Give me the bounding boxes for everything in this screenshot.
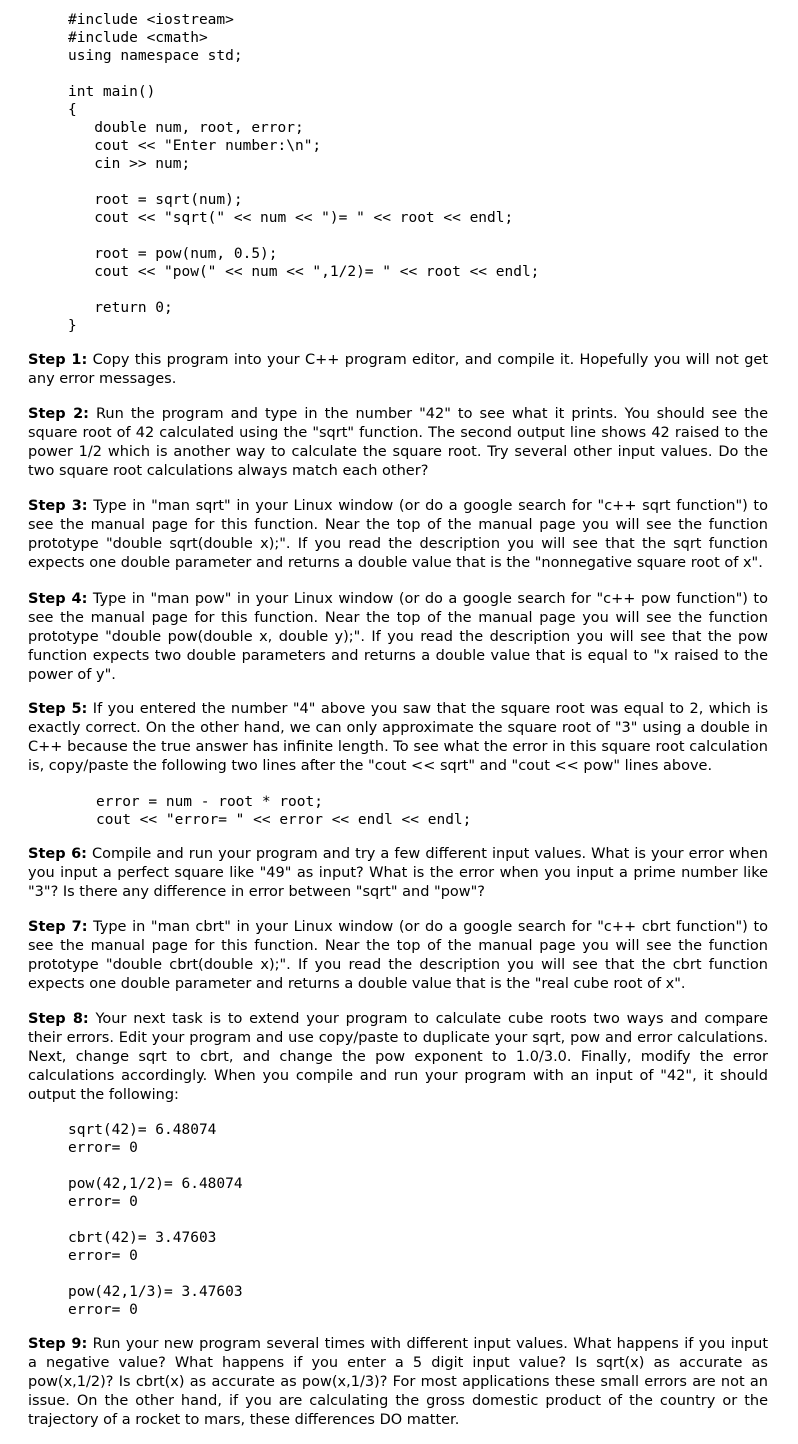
step-5-label: Step 5: — [28, 701, 88, 717]
step-6-label: Step 6: — [28, 846, 87, 862]
step-4-paragraph — [28, 590, 768, 685]
step-1-text: Copy this program into your C++ program editor, and compile it. Hopefully you will not get any error messages. — [28, 352, 769, 387]
step-1-paragraph — [28, 351, 768, 389]
step-2-text: Run the program and type in the number "42" to see what it prints. You should see the square root of 42 calculated using the "sqrt" function. The second output line shows 42 raised to the power 1/2 which is another way to calculate the square root. Try several other input values. Do the two square root calculations always match each other? — [28, 406, 768, 479]
step-7-paragraph — [28, 918, 768, 994]
step-7-text: Type in "man cbrt" in your Linux window (or do a google search for "c++ cbrt function") to see the manual page for this function. Near the top of the manual page you will see the function prototype "double cbrt(double x);". If you read the description you will see that the cbrt function expects one double parameter and returns a double value that is the "real cube root of x". — [28, 919, 768, 992]
step-2-label: Step 2: — [28, 406, 89, 422]
step-9-paragraph — [28, 1335, 768, 1430]
step-5-text: If you entered the number "4" above you saw that the square root was equal to 2, which is exactly correct. On the other hand, we can only approximate the square root of "3" using a double in C++ because the true answer has infinite length. To see what the error in this square root calculation is, copy/paste the following two lines after the "cout << sqrt" and "cout << pow" lines above. — [28, 701, 768, 774]
error-code-block: error = num - root * root; cout << "error= " << error << endl << endl; — [96, 794, 472, 828]
sample-output-block: sqrt(42)= 6.48074 error= 0 pow(42,1/2)= 6.48074 error= 0 cbrt(42)= 3.47603 error= 0 pow(42,1/3)= 3.47603 error= 0 — [68, 1122, 243, 1318]
step-3-label: Step 3: — [28, 498, 88, 514]
step-2-paragraph — [28, 405, 768, 481]
step-3-paragraph — [28, 497, 768, 573]
step-7-label: Step 7: — [28, 919, 88, 935]
step-6-text: Compile and run your program and try a few different input values. What is your error when you input a perfect square like "49" as input? What is the error when you input a prime number like "3"? Is there any difference in error between "sqrt" and "pow"? — [28, 846, 768, 900]
step-3-text: Type in "man sqrt" in your Linux window (or do a google search for "c++ sqrt function") to see the manual page for this function. Near the top of the manual page you will see the function prototype "double sqrt(double x);". If you read the description you will see that the sqrt function expects one double parameter and returns a double value that is the "nonnegative square root of x". — [28, 498, 768, 571]
step-4-label: Step 4: — [28, 591, 88, 607]
step-9-label: Step 9: — [28, 1336, 88, 1352]
step-8-text: Your next task is to extend your program to calculate cube roots two ways and compare their errors. Edit your program and use copy/paste to duplicate your sqrt, pow and error calculations. Next, change sqrt to cbrt, and change the pow exponent to 1.0/3.0. Finally, modify the error calculations accordingly. When you compile and run your program with an input of "42", it should output the following: — [28, 1011, 768, 1103]
step-4-text: Type in "man pow" in your Linux window (or do a google search for "c++ pow function") to see the manual page for this function. Near the top of the manual page you will see the function prototype "double pow(double x, double y);". If you read the description you will see that the pow function expects two double parameters and returns a double value that is equal to "x raised to the power of y". — [28, 591, 768, 683]
step-8-paragraph — [28, 1010, 768, 1105]
step-6-paragraph — [28, 845, 768, 902]
step-1-label: Step 1: — [28, 352, 88, 368]
step-8-label: Step 8: — [28, 1011, 89, 1027]
step-5-paragraph — [28, 700, 768, 776]
step-9-text: Run your new program several times with different input values. What happens if you input a negative value? What happens if you enter a 5 digit input value? Is sqrt(x) as accurate as pow(x,1/2)? Is cbrt(x) as accurate as pow(x,1/3)? For most applications these small errors are not an issue. On the other hand, if you are calculating the gross domestic product of the country or the trajectory of a rocket to mars, these differences DO matter. — [28, 1336, 769, 1428]
program-code-block: #include <iostream> #include <cmath> using namespace std; int main() { double num, root, error; cout << "Enter number:\n"; cin >> num; root = sqrt(num); cout << "sqrt(" << num << ")= " << root << endl; root = pow(num, 0.5); cout << "pow(" << num << ",1/2)= " << root << endl; return 0; } — [68, 12, 540, 334]
